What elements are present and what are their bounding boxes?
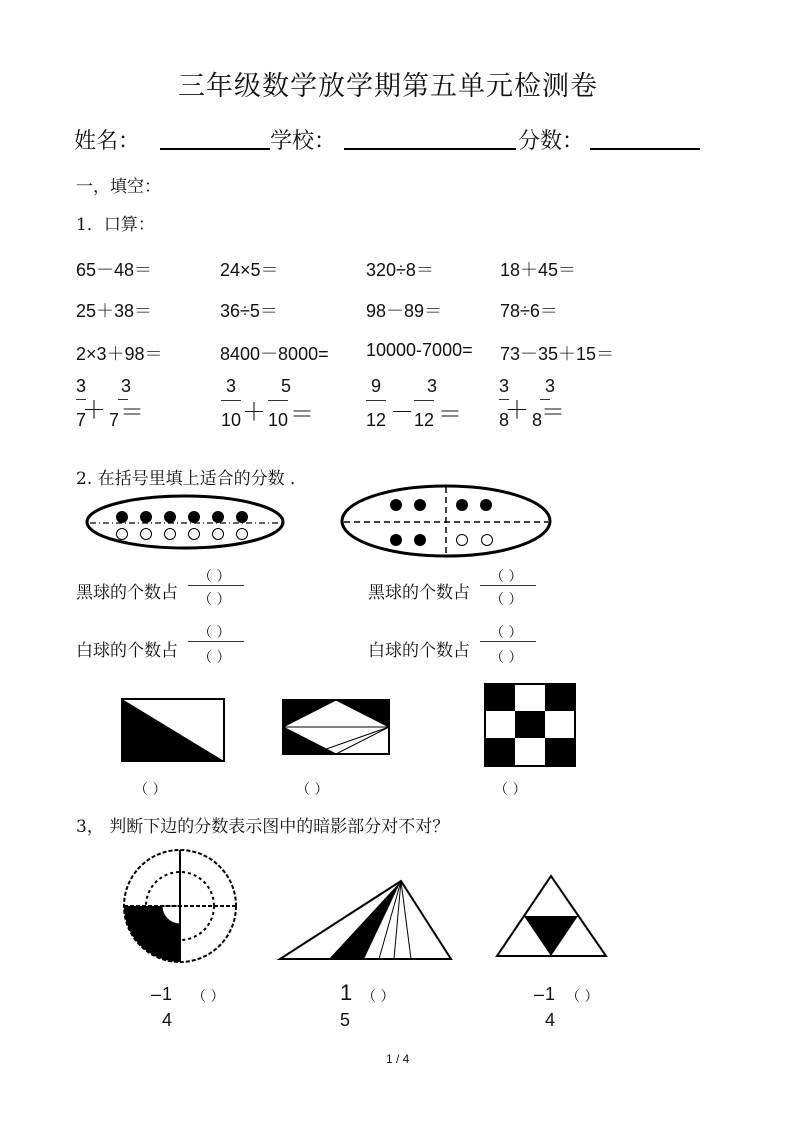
fraction-denominator: 5 bbox=[340, 1010, 351, 1030]
calc-item: 10000-7000= bbox=[366, 340, 473, 360]
black-ball bbox=[455, 498, 469, 512]
calc-item: 36÷5＝ bbox=[220, 301, 278, 321]
shape-answer-blank[interactable]: （ ） bbox=[296, 782, 329, 798]
page-number: 1 / 4 bbox=[386, 1052, 410, 1066]
equals-sign: ＝ bbox=[541, 399, 565, 426]
black-ball bbox=[163, 510, 177, 524]
calc-item: 73－35＋15＝ bbox=[500, 344, 615, 364]
question-1-label: 1．口算： bbox=[76, 215, 155, 235]
minus-sign: － bbox=[390, 399, 414, 426]
checkerboard-diagram bbox=[484, 683, 576, 767]
fraction-denominator: 10 bbox=[220, 410, 242, 430]
fraction-numerator: 3 bbox=[120, 376, 131, 396]
answer-numerator-blank[interactable]: （ ） bbox=[198, 625, 231, 641]
white-ball bbox=[480, 533, 494, 547]
answer-numerator-blank[interactable]: （ ） bbox=[490, 569, 523, 585]
fraction-numerator: 1 bbox=[340, 980, 353, 1005]
fraction-bar bbox=[188, 641, 244, 642]
fraction-denominator: 7 bbox=[75, 410, 86, 430]
fraction-bar bbox=[414, 400, 434, 401]
fraction-numerator: 3 bbox=[498, 376, 509, 396]
fraction-numerator: 1 bbox=[545, 984, 556, 1004]
school-label: 学校： bbox=[270, 129, 337, 154]
calc-item: 25＋38＝ bbox=[76, 301, 153, 321]
plus-sign: ＋ bbox=[505, 397, 529, 424]
equals-sign: ＝ bbox=[290, 401, 314, 428]
fraction-denominator: 4 bbox=[162, 1010, 173, 1030]
fraction-bar bbox=[221, 400, 241, 401]
fraction-dash: – bbox=[534, 984, 545, 1004]
answer-numerator-blank[interactable]: （ ） bbox=[198, 569, 231, 585]
ring-circle-diagram bbox=[120, 848, 240, 968]
fan-triangle-diagram bbox=[279, 879, 454, 963]
question-3-prompt: 3， 判断下边的分数表示图中的暗影部分对不对？ bbox=[76, 817, 450, 837]
answer-denominator-blank[interactable]: （ ） bbox=[490, 592, 523, 608]
fraction-denominator: 12 bbox=[413, 410, 435, 430]
fraction-numerator: 3 bbox=[225, 376, 236, 396]
judge-answer-blank[interactable]: （ ） bbox=[566, 989, 599, 1005]
fraction-denominator: 12 bbox=[365, 410, 387, 430]
fraction-bar bbox=[268, 400, 288, 401]
black-ball-label: 黑球的个数占 bbox=[76, 583, 178, 603]
calc-item: 65－48＝ bbox=[76, 260, 153, 280]
shape-answer-blank[interactable]: （ ） bbox=[134, 782, 167, 798]
calc-item: 24×5＝ bbox=[220, 260, 279, 280]
black-ball bbox=[413, 498, 427, 512]
judge-answer-blank[interactable]: （ ） bbox=[362, 989, 395, 1005]
answer-numerator-blank[interactable]: （ ） bbox=[490, 625, 523, 641]
fraction-denominator: 7 bbox=[108, 410, 119, 430]
white-ball bbox=[163, 527, 177, 541]
answer-denominator-blank[interactable]: （ ） bbox=[198, 650, 231, 666]
calc-item: 18＋45＝ bbox=[500, 260, 577, 280]
shaded-rectangle-diagram bbox=[121, 698, 225, 764]
white-ball bbox=[187, 527, 201, 541]
answer-denominator-blank[interactable]: （ ） bbox=[490, 650, 523, 666]
calc-item: 8400－8000= bbox=[220, 344, 329, 364]
black-ball bbox=[235, 510, 249, 524]
fraction-numerator: 1 bbox=[162, 984, 173, 1004]
equals-sign: ＝ bbox=[120, 399, 144, 426]
white-ball bbox=[455, 533, 469, 547]
black-ball bbox=[115, 510, 129, 524]
black-ball bbox=[479, 498, 493, 512]
calc-item: 320÷8＝ bbox=[366, 260, 434, 280]
fraction-bar bbox=[480, 585, 536, 586]
fraction-denominator: 8 bbox=[531, 410, 542, 430]
fraction-numerator: 3 bbox=[426, 376, 437, 396]
fraction-bar bbox=[188, 585, 244, 586]
name-label: 姓名： bbox=[74, 129, 141, 154]
inner-triangle-diagram bbox=[496, 874, 608, 958]
black-ball-label: 黑球的个数占 bbox=[368, 583, 470, 603]
calc-item: 78÷6＝ bbox=[500, 301, 558, 321]
fraction-bar bbox=[366, 400, 386, 401]
calc-item: 2×3＋98＝ bbox=[76, 344, 163, 364]
white-ball-label: 白球的个数占 bbox=[368, 641, 470, 661]
plus-sign: ＋ bbox=[82, 397, 106, 424]
score-label: 分数： bbox=[518, 129, 585, 154]
plus-sign: ＋ bbox=[242, 399, 266, 426]
white-ball bbox=[115, 527, 129, 541]
fraction-denominator: 10 bbox=[267, 410, 289, 430]
equals-sign: ＝ bbox=[438, 401, 462, 428]
question-2-prompt: 2. 在括号里填上适合的分数 ． bbox=[76, 469, 308, 489]
black-ball bbox=[139, 510, 153, 524]
school-blank[interactable] bbox=[344, 148, 516, 150]
fraction-numerator: 5 bbox=[280, 376, 291, 396]
rhombus-rectangle-diagram bbox=[282, 699, 390, 755]
black-ball bbox=[211, 510, 225, 524]
section-heading: 一，填空： bbox=[76, 177, 161, 197]
page-title: 三年级数学放学期第五单元检测卷 bbox=[178, 71, 598, 102]
fraction-numerator: 9 bbox=[370, 376, 381, 396]
name-blank[interactable] bbox=[160, 148, 270, 150]
judge-answer-blank[interactable]: （ ） bbox=[192, 989, 225, 1005]
score-blank[interactable] bbox=[590, 148, 700, 150]
black-ball bbox=[389, 533, 403, 547]
fraction-numerator: 3 bbox=[544, 376, 555, 396]
calc-item: 98－89＝ bbox=[366, 301, 443, 321]
answer-denominator-blank[interactable]: （ ） bbox=[198, 592, 231, 608]
white-ball-label: 白球的个数占 bbox=[76, 641, 178, 661]
black-ball bbox=[413, 533, 427, 547]
fraction-numerator: 3 bbox=[75, 376, 86, 396]
black-ball bbox=[389, 498, 403, 512]
fraction-denominator: 8 bbox=[498, 410, 509, 430]
fraction-bar bbox=[480, 641, 536, 642]
white-ball bbox=[139, 527, 153, 541]
fraction-dash: – bbox=[151, 984, 162, 1004]
white-ball bbox=[211, 527, 225, 541]
white-ball bbox=[235, 527, 249, 541]
black-ball bbox=[187, 510, 201, 524]
fraction-denominator: 4 bbox=[545, 1010, 556, 1030]
shape-answer-blank[interactable]: （ ） bbox=[494, 782, 527, 798]
